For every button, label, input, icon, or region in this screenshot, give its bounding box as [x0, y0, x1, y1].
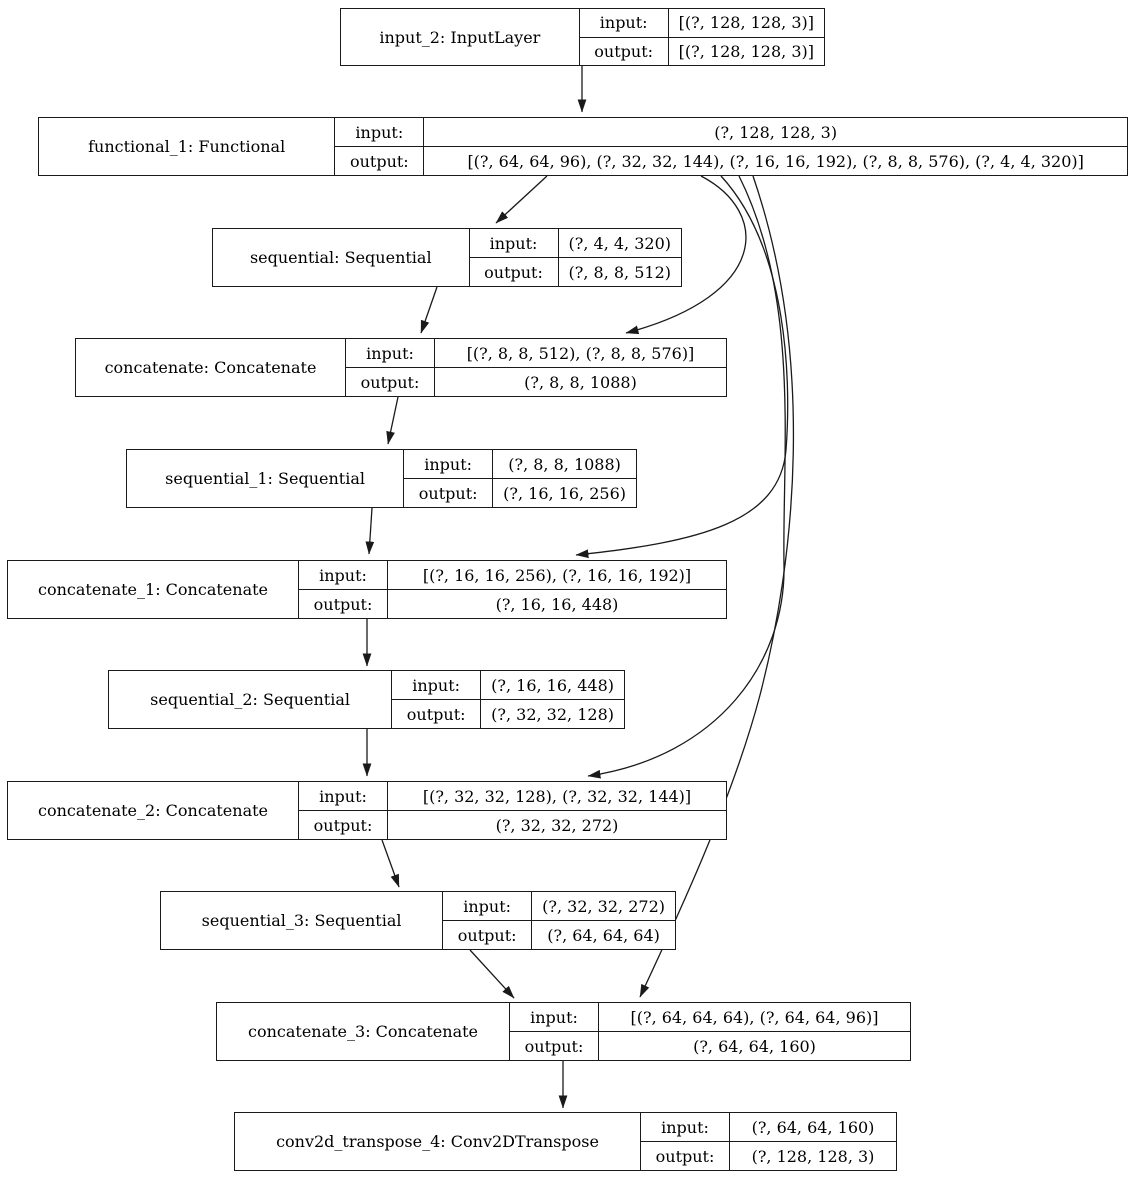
edge-sequential-to-concatenate	[421, 287, 437, 333]
layer-node-sequential_1	[126, 449, 637, 508]
output-label: output:	[346, 368, 435, 396]
edge-concatenate-to-sequential_1	[388, 397, 398, 444]
input-shape: (?, 32, 32, 272)	[542, 896, 665, 916]
input-shape: [(?, 64, 64, 64), (?, 64, 64, 96)]	[630, 1007, 879, 1027]
output-shape: (?, 8, 8, 1088)	[524, 372, 637, 392]
output-label: output:	[392, 700, 481, 728]
layer-node-sequential_2	[108, 670, 625, 729]
input-shape: (?, 128, 128, 3)	[714, 122, 838, 142]
input-label: input:	[443, 892, 532, 920]
output-label: output:	[470, 258, 559, 286]
layer-node-functional_1	[38, 117, 1128, 176]
layer-name: input_2: InputLayer	[341, 9, 580, 65]
input-label: input:	[335, 118, 424, 146]
layer-name: sequential: Sequential	[213, 229, 470, 286]
layer-name: concatenate_2: Concatenate	[8, 782, 299, 839]
input-shape: [(?, 32, 32, 128), (?, 32, 32, 144)]	[422, 786, 692, 806]
input-label: input:	[470, 229, 559, 257]
output-shape: (?, 64, 64, 64)	[547, 925, 660, 945]
edge-concatenate_2-to-sequential_3	[382, 840, 399, 887]
layer-node-concatenate_3	[216, 1002, 911, 1061]
output-shape: [(?, 64, 64, 96), (?, 32, 32, 144), (?, 16, 16, 192), (?, 8, 8, 576), (?, 4, 4, 320)]	[467, 151, 1084, 171]
input-shape: (?, 8, 8, 1088)	[508, 454, 621, 474]
layer-name: sequential_3: Sequential	[161, 892, 443, 949]
output-label: output:	[335, 147, 424, 175]
layer-name: sequential_1: Sequential	[127, 450, 404, 507]
output-label: output:	[641, 1142, 730, 1170]
layer-node-concatenate	[75, 338, 727, 397]
output-label: output:	[404, 479, 493, 507]
layer-node-input_2	[340, 8, 825, 66]
layer-node-concatenate_1	[7, 560, 727, 619]
layer-name: concatenate_3: Concatenate	[217, 1003, 510, 1060]
input-shape: (?, 64, 64, 160)	[751, 1117, 875, 1137]
layer-node-sequential_3	[160, 891, 676, 950]
output-label: output:	[443, 921, 532, 949]
input-label: input:	[641, 1113, 730, 1141]
output-shape: [(?, 128, 128, 3)]	[678, 41, 814, 61]
layer-node-sequential	[212, 228, 682, 287]
output-shape: (?, 64, 64, 160)	[693, 1036, 816, 1056]
layer-node-conv2d_transpose_4	[234, 1112, 897, 1171]
input-shape: [(?, 16, 16, 256), (?, 16, 16, 192)]	[422, 565, 692, 585]
input-label: input:	[580, 9, 669, 37]
input-label: input:	[299, 782, 388, 810]
edge-functional_1-to-sequential	[496, 176, 547, 223]
output-label: output:	[299, 590, 388, 618]
output-shape: (?, 16, 16, 448)	[495, 594, 619, 614]
input-label: input:	[510, 1003, 599, 1031]
input-shape: (?, 16, 16, 448)	[491, 675, 614, 695]
output-shape: (?, 8, 8, 512)	[568, 262, 671, 282]
edge-sequential_3-to-concatenate_3	[470, 950, 514, 998]
layer-name: concatenate: Concatenate	[76, 339, 346, 396]
input-label: input:	[346, 339, 435, 367]
input-shape: [(?, 128, 128, 3)]	[678, 13, 814, 33]
input-label: input:	[392, 671, 481, 699]
layer-name: functional_1: Functional	[39, 118, 335, 175]
input-label: input:	[404, 450, 493, 478]
layer-node-concatenate_2	[7, 781, 727, 840]
input-shape: [(?, 8, 8, 512), (?, 8, 8, 576)]	[466, 343, 695, 363]
edge-sequential_1-to-concatenate_1	[369, 508, 372, 554]
layer-name: sequential_2: Sequential	[109, 671, 392, 728]
output-shape: (?, 128, 128, 3)	[751, 1146, 875, 1166]
input-shape: (?, 4, 4, 320)	[568, 233, 671, 253]
layer-name: conv2d_transpose_4: Conv2DTranspose	[235, 1113, 641, 1170]
output-shape: (?, 32, 32, 128)	[491, 704, 614, 724]
output-shape: (?, 16, 16, 256)	[503, 483, 626, 503]
input-label: input:	[299, 561, 388, 589]
output-label: output:	[580, 38, 669, 66]
layer-name: concatenate_1: Concatenate	[8, 561, 299, 618]
output-label: output:	[510, 1032, 599, 1060]
output-shape: (?, 32, 32, 272)	[495, 815, 619, 835]
output-label: output:	[299, 811, 388, 839]
